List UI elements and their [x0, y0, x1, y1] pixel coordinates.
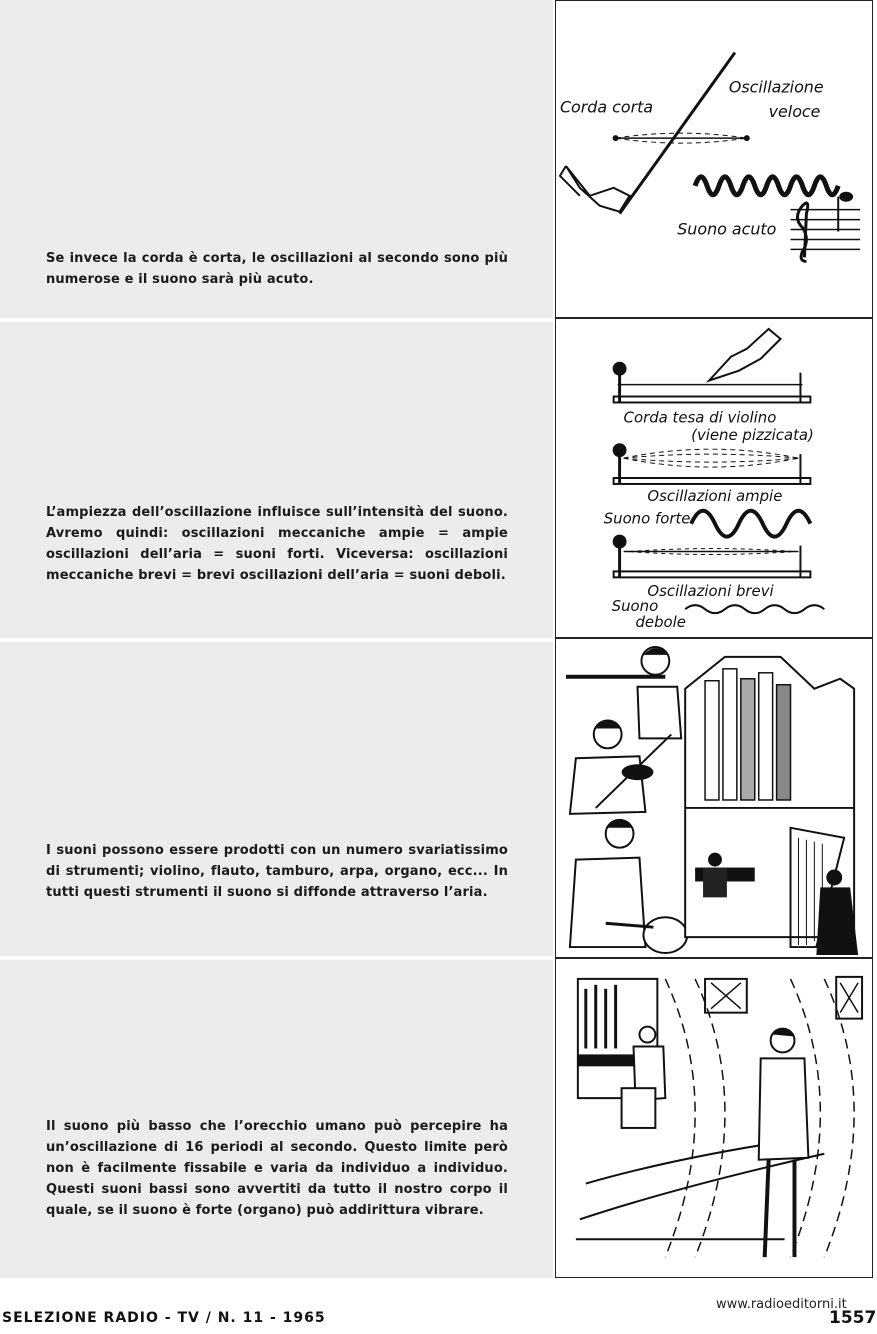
label-veloce: veloce	[768, 102, 821, 122]
church-window-icon	[705, 977, 862, 1019]
plucked-string-icon	[613, 329, 811, 403]
page-number: 1557	[829, 1308, 877, 1328]
label-suono-forte: Suono forte	[603, 509, 691, 528]
footer-website: www.radioeditorni.it	[716, 1297, 847, 1312]
paragraph-instruments: I suoni possono essere prodotti con un numero svariatissimo di strumenti; violino, flauto, tamburo, arpa, organo, ecc... In tutti questi strumenti il suono si diffonde attraverso l’aria.	[46, 843, 508, 900]
fast-wave-icon	[695, 177, 838, 195]
short-string-illustration	[556, 1, 872, 317]
label-corda-corta: Corda corta	[559, 97, 654, 117]
weak-wave-icon	[685, 605, 824, 613]
label-suono: Suono	[611, 597, 659, 616]
short-string-icon	[613, 133, 750, 143]
paragraph-amplitude: L’ampiezza dell’oscillazione influisce sull’intensità del suono. Avremo quindi: oscillazioni meccaniche ampie = ampie oscillazioni dell’aria = suoni forti. Viceversa: oscillazioni meccaniche brevi = brevi oscillazioni dell’aria = suoni deboli.	[46, 505, 508, 583]
paragraph-low-sounds: Il suono più basso che l’orecchio umano può percepire ha un’oscillazione di 16 periodi al secondo. Questo limite però non è facilmente fissabile e varia da individuo a individuo. Questi suoni bassi sono avvertiti da tutto il nostro corpo il quale, se il suono è forte (organo) può addirittura vibrare.	[46, 1119, 508, 1218]
label-corda-tesa: Corda tesa di violino	[623, 408, 777, 427]
figure-short-string	[555, 0, 873, 318]
text-panel-2	[0, 322, 553, 638]
flute-player-icon	[566, 647, 681, 738]
amplitude-illustration	[556, 319, 872, 637]
figure-instruments	[555, 638, 873, 958]
label-pizzicata: (viene pizzicata)	[691, 426, 814, 445]
label-oscillazioni-ampie: Oscillazioni ampie	[647, 486, 783, 505]
footer-magazine: SELEZIONE RADIO - TV / N. 11 - 1965	[2, 1310, 326, 1326]
label-suono-acuto: Suono acuto	[677, 219, 777, 239]
loud-wave-icon	[691, 511, 810, 537]
short-vibration-string-icon	[613, 535, 811, 578]
text-panel-3	[0, 642, 553, 956]
treble-staff-icon	[791, 192, 861, 262]
label-oscillazioni-brevi: Oscillazioni brevi	[647, 582, 774, 601]
label-oscillazione: Oscillazione	[728, 77, 824, 97]
figure-amplitude	[555, 318, 873, 638]
listener-man-icon	[759, 1029, 809, 1258]
figure-organ-listener	[555, 958, 873, 1278]
label-debole: debole	[635, 613, 686, 632]
wide-vibration-string-icon	[613, 443, 811, 484]
organ-listener-illustration	[556, 959, 872, 1277]
drummer-icon	[570, 820, 687, 953]
text-panel-4	[0, 960, 553, 1278]
paragraph-short-string: Se invece la corda è corta, le oscillazioni al secondo sono più numerose e il suono sarà più acuto.	[46, 251, 508, 287]
text-panel-1	[0, 0, 553, 318]
instruments-illustration	[556, 639, 872, 957]
